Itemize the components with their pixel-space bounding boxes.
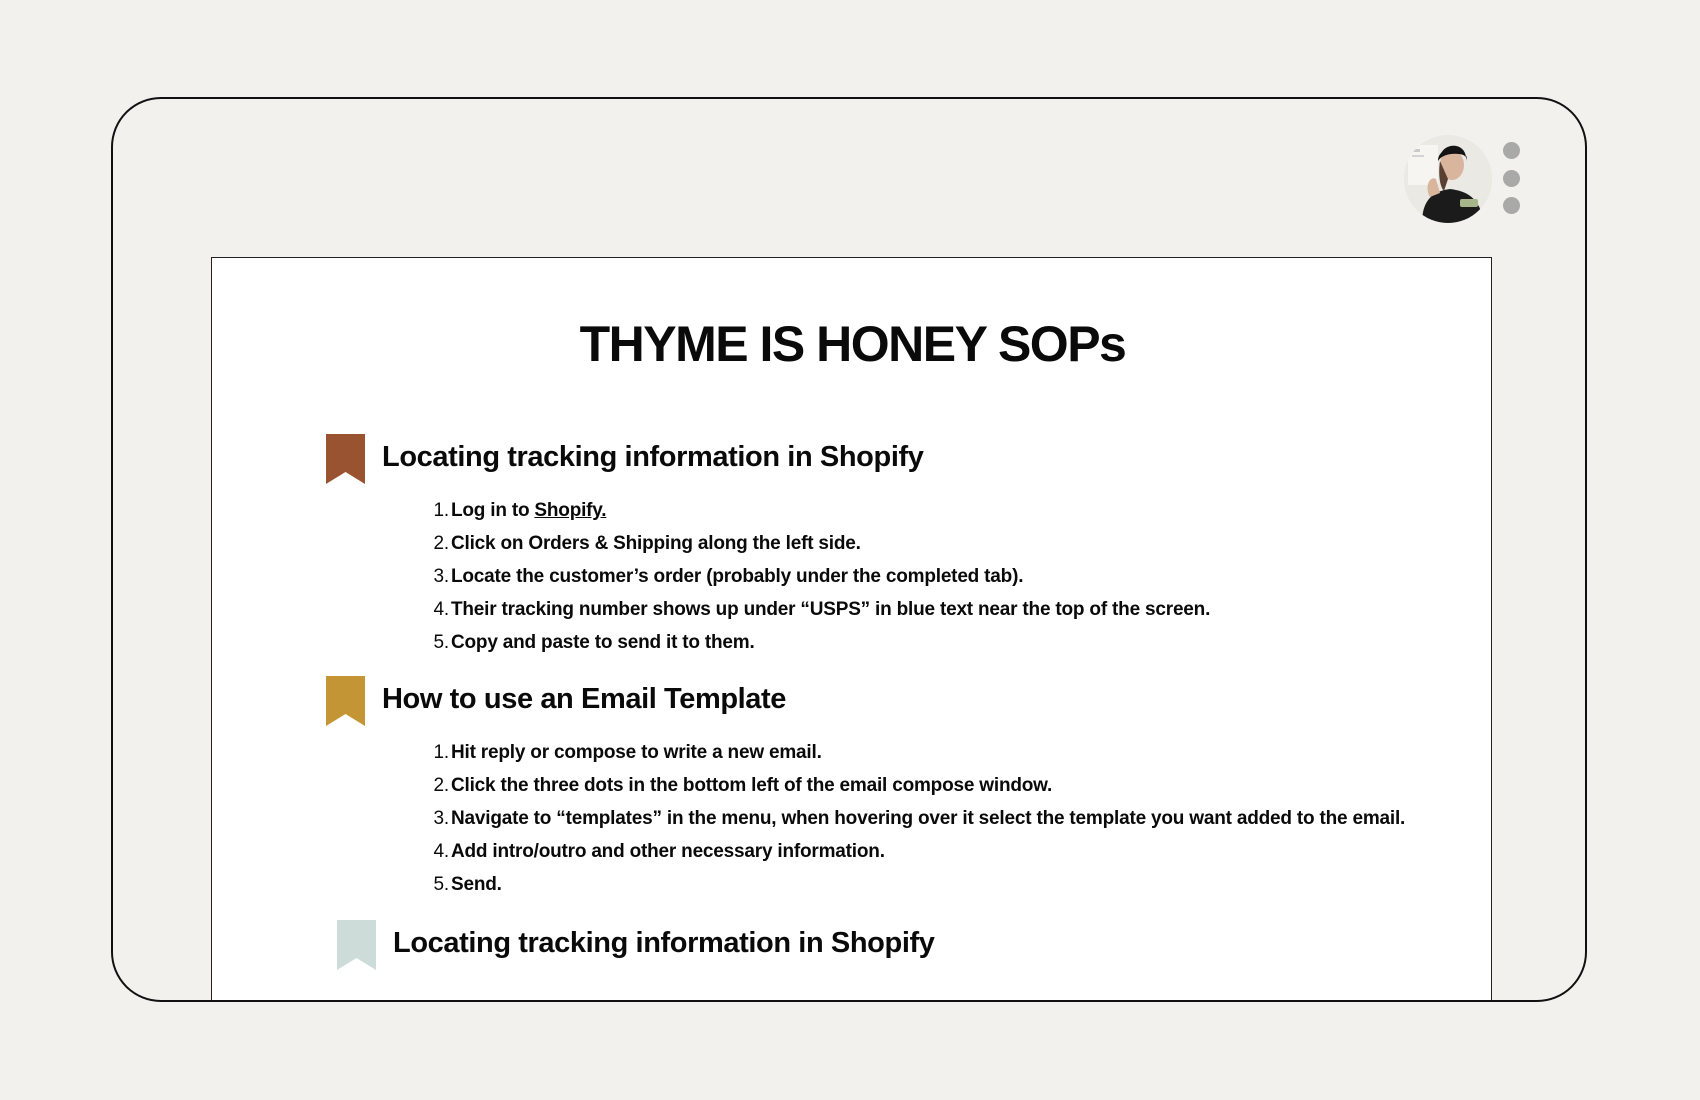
bookmark-icon — [326, 434, 365, 484]
step-number: 5. — [433, 874, 449, 895]
list-item — [431, 868, 1405, 901]
bookmark-shape — [326, 434, 365, 484]
shopify-link[interactable]: Shopify. — [534, 500, 607, 521]
step-number: 5. — [433, 632, 449, 653]
steps-list — [326, 736, 1405, 901]
list-item — [431, 769, 1405, 802]
list-item — [431, 593, 1210, 626]
list-item — [431, 802, 1405, 835]
dot-icon — [1503, 170, 1520, 187]
step-number: 3. — [433, 566, 449, 587]
section-heading: Locating tracking information in Shopify — [393, 927, 935, 959]
dot-icon — [1503, 142, 1520, 159]
list-item — [431, 626, 1210, 659]
step-text: Click on Orders & Shipping along the left side. — [451, 533, 861, 554]
steps-list — [326, 494, 1210, 659]
bookmark-shape — [326, 676, 365, 726]
step-text: Copy and paste to send it to them. — [451, 632, 755, 653]
list-item — [431, 560, 1210, 593]
bookmark-icon — [326, 676, 365, 726]
step-text: Send. — [451, 874, 502, 895]
list-item — [431, 736, 1405, 769]
section-header — [326, 434, 1210, 486]
sop-section — [326, 676, 1405, 901]
step-text: Hit reply or compose to write a new email. — [451, 742, 822, 763]
step-text: Add intro/outro and other necessary information. — [451, 841, 885, 862]
step-number: 1. — [433, 500, 449, 521]
sop-document — [211, 257, 1492, 1002]
list-item — [431, 527, 1210, 560]
step-number: 4. — [433, 599, 449, 620]
document-title: THYME IS HONEY SOPs — [579, 316, 1126, 372]
section-heading: How to use an Email Template — [382, 683, 787, 715]
avatar[interactable] — [1404, 135, 1492, 223]
step-text: Log in to — [451, 500, 530, 521]
step-number: 1. — [433, 742, 449, 763]
step-text: Locate the customer’s order (probably under the completed tab). — [451, 566, 1024, 587]
list-item — [431, 494, 1210, 527]
step-text: Navigate to “templates” in the menu, when hovering over it select the template you want added to the email. — [451, 808, 1406, 829]
step-text: Their tracking number shows up under “USPS” in blue text near the top of the screen. — [451, 599, 1211, 620]
more-options-button[interactable] — [1502, 142, 1520, 214]
step-text: Click the three dots in the bottom left of the email compose window. — [451, 775, 1053, 796]
step-number: 2. — [433, 775, 449, 796]
user-photo-icon — [1404, 135, 1492, 223]
device-frame — [111, 97, 1587, 1002]
section-header — [326, 676, 1405, 728]
bookmark-shape — [337, 920, 376, 970]
sop-section — [326, 434, 1210, 659]
list-item — [431, 835, 1405, 868]
step-number: 4. — [433, 841, 449, 862]
bookmark-icon — [337, 920, 376, 970]
step-number: 3. — [433, 808, 449, 829]
dot-icon — [1503, 197, 1520, 214]
sop-section — [337, 920, 934, 972]
section-heading: Locating tracking information in Shopify — [382, 441, 924, 473]
step-number: 2. — [433, 533, 449, 554]
section-header — [337, 920, 934, 972]
